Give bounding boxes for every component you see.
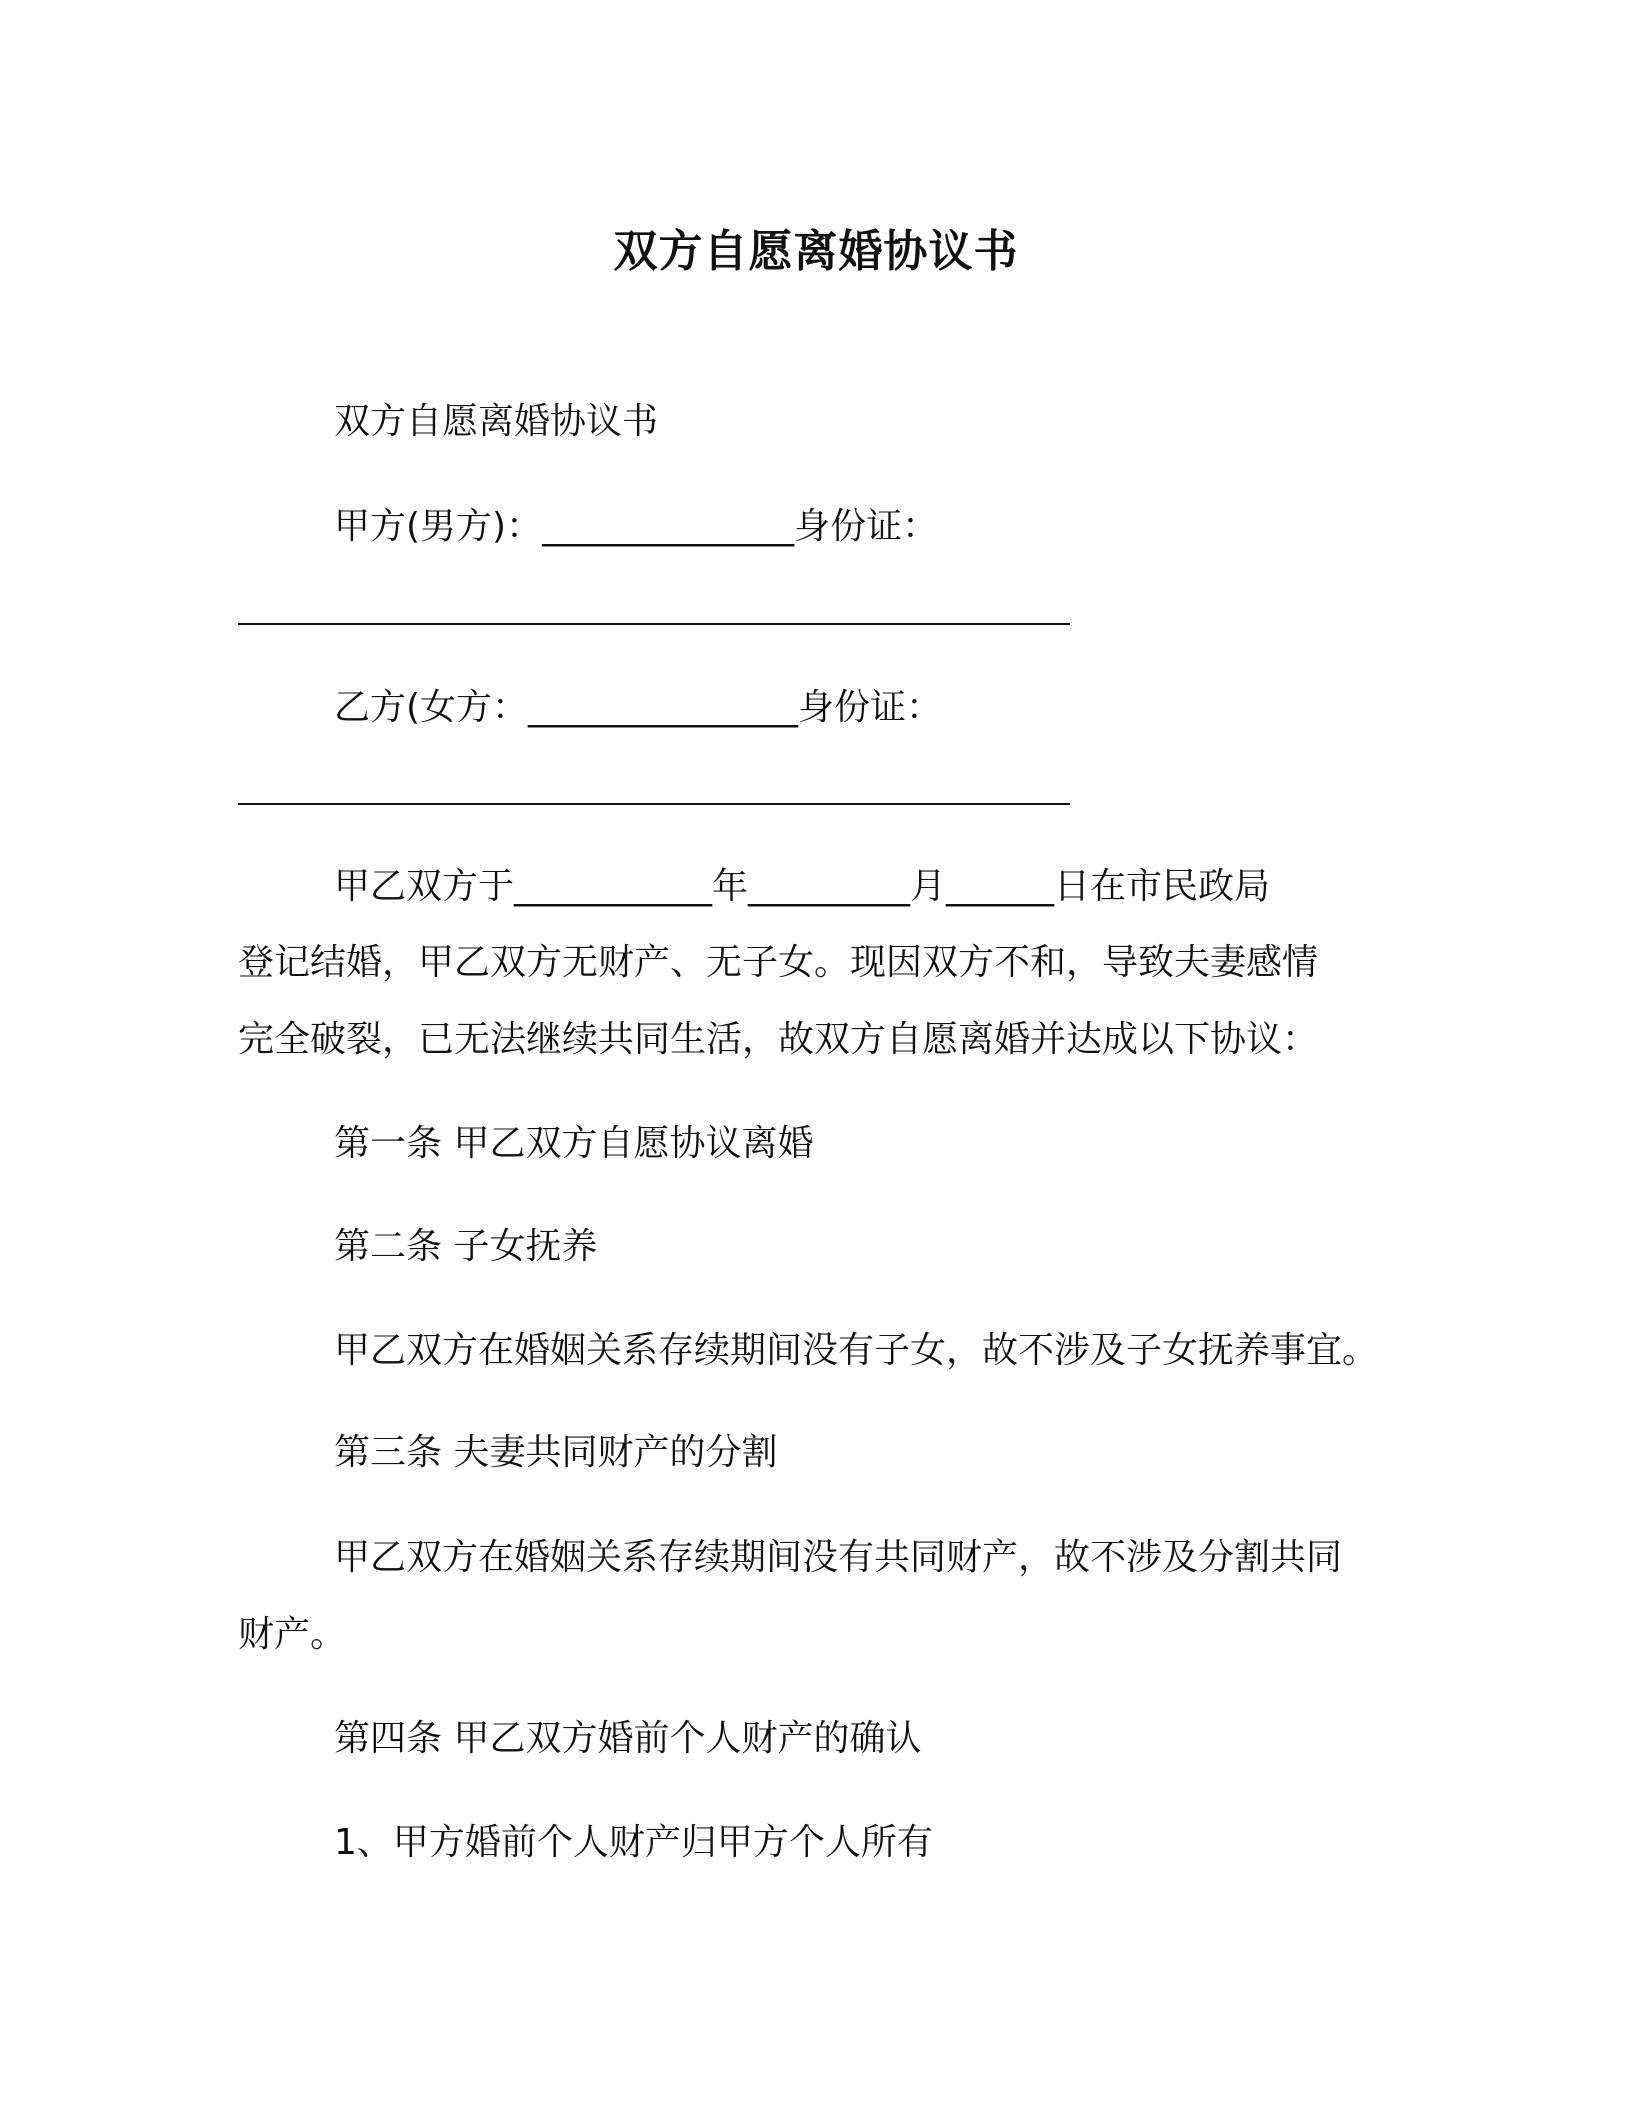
article-1-heading: 第一条 甲乙双方自愿协议离婚 [334,1123,814,1164]
article-2-text: 甲乙双方在婚姻关系存续期间没有子女，故不涉及子女抚养事宜。 [334,1330,1379,1371]
article-3-text-continued: 财产。 [238,1614,347,1655]
party-b-line: 乙方(女方：_______________身份证： [334,687,943,728]
paragraph-line: 完全破裂，已无法继续共同生活，故双方自愿离婚并达成以下协议： [238,1019,1319,1060]
document-title: 双方自愿离婚协议书 [613,226,1019,277]
party-b-id-blank [238,803,1070,805]
party-a-id-blank [238,623,1070,625]
article-3-heading: 第三条 夫妻共同财产的分割 [334,1432,778,1473]
heading-repeat: 双方自愿离婚协议书 [334,401,659,442]
marriage-date-line: 甲乙双方于___________年_________月______日在市民政局 [334,866,1271,907]
article-4-item-1: 1、甲方婚前个人财产归甲方个人所有 [334,1822,933,1863]
paragraph-line: 登记结婚，甲乙双方无财产、无子女。现因双方不和，导致夫妻感情 [238,942,1319,983]
article-3-text: 甲乙双方在婚姻关系存续期间没有共同财产，故不涉及分割共同 [334,1537,1343,1578]
party-a-line: 甲方(男方)：______________身份证： [334,506,939,547]
article-4-heading: 第四条 甲乙双方婚前个人财产的确认 [334,1718,922,1759]
article-2-heading: 第二条 子女抚养 [334,1226,598,1267]
